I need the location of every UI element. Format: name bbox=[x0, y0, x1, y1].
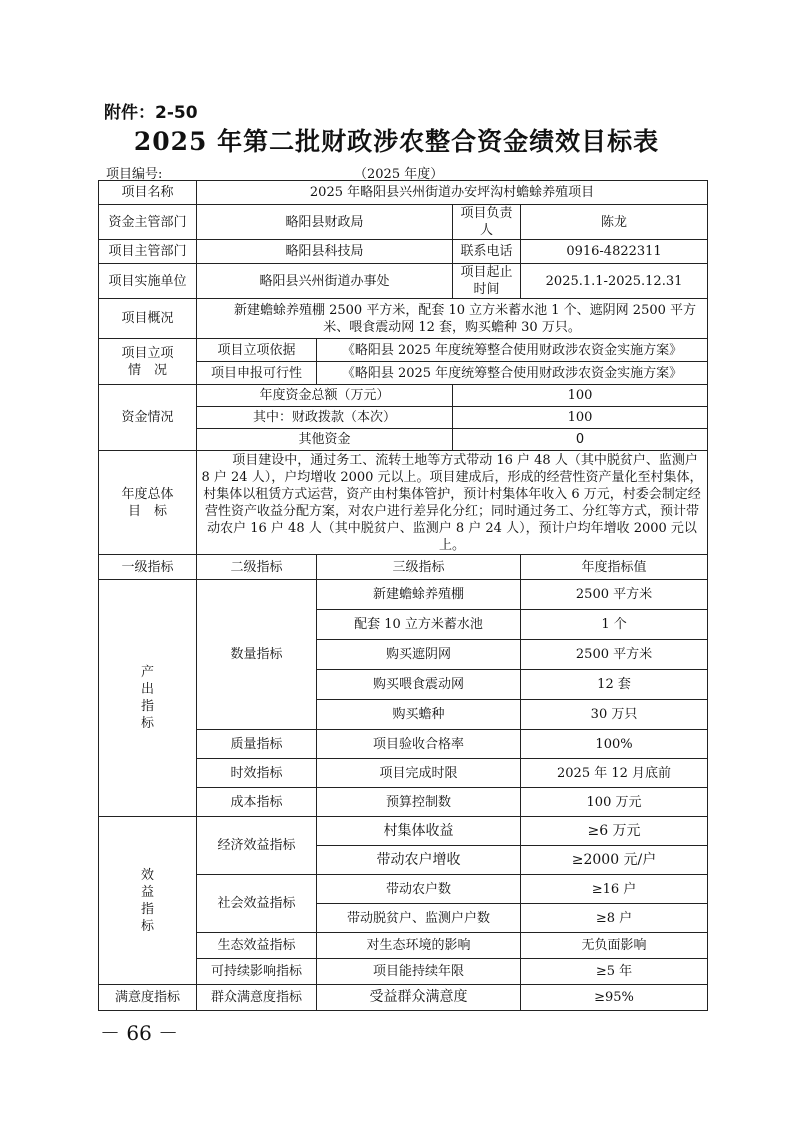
document-title: 2025 年第二批财政涉农整合资金绩效目标表 bbox=[133, 127, 660, 156]
project-name-value: 2025 年略阳县兴州街道办安坪沟村蟾蜍养殖项目 bbox=[197, 181, 708, 205]
funds-fiscal-value: 100 bbox=[453, 407, 708, 429]
indicator-value: 2500 平方米 bbox=[521, 580, 708, 610]
project-number-label: 项目编号: bbox=[106, 167, 163, 182]
social-indicator-label: 社会效益指标 bbox=[197, 875, 317, 933]
feasibility-label: 项目申报可行性 bbox=[197, 362, 317, 385]
benefit-indicator-label bbox=[99, 817, 197, 985]
indicator-name: 对生态环境的影响 bbox=[317, 933, 521, 959]
economic-indicator-label: 经济效益指标 bbox=[197, 817, 317, 875]
basis-label: 项目立项依据 bbox=[197, 339, 317, 362]
annual-goal-text: 项目建设中，通过务工、流转土地等方式带动 16 户 48 人（其中脱贫户、监测户 8 户 24 人），户均增收 2000 元以上。项目建成后，形成的经营性资产量化至村集体，村集体以租赁方式运营，资产由村集体管护，预计村集体年收入 6 万元，村委会制定经营性资产收益分配方案，对农户进行差异化分红；同时通过务工、分红等方式，预计带动农户 16 户 48 人（其中脱贫户、监测户 8 户 24 人），预计户均年增收 2000 元以上。 bbox=[197, 451, 708, 555]
output-char: 出 bbox=[140, 682, 154, 697]
output-char: 产 bbox=[140, 665, 154, 680]
table-row bbox=[99, 240, 708, 264]
header-level1: 一级指标 bbox=[99, 555, 197, 580]
fund-dept-value: 略阳县财政局 bbox=[197, 205, 453, 240]
attachment-label: 附件：2-50 bbox=[104, 103, 198, 123]
impl-unit-value: 略阳县兴州街道办事处 bbox=[197, 264, 453, 299]
annual-goal-label bbox=[99, 451, 197, 555]
eco-indicator-label: 生态效益指标 bbox=[197, 933, 317, 959]
output-char: 标 bbox=[140, 716, 154, 731]
page-number: － 66 － bbox=[100, 1021, 179, 1045]
performance-target-table bbox=[98, 180, 708, 1011]
output-indicator-label bbox=[99, 580, 197, 817]
funds-other-label: 其他资金 bbox=[197, 429, 453, 451]
annual-goal-label-line2: 目 标 bbox=[127, 503, 167, 519]
table-row bbox=[99, 181, 708, 205]
period-value: 2025.1.1-2025.12.31 bbox=[521, 264, 708, 299]
annual-goal-label-line1: 年度总体 bbox=[121, 486, 174, 502]
project-dept-label: 项目主管部门 bbox=[99, 240, 197, 264]
quantity-indicator-label: 数量指标 bbox=[197, 580, 317, 730]
satisfaction-indicator-label: 满意度指标 bbox=[99, 985, 197, 1011]
indicator-value: ≥8 户 bbox=[521, 904, 708, 933]
header-level2: 二级指标 bbox=[197, 555, 317, 580]
indicator-value: 100% bbox=[521, 730, 708, 759]
header-value: 年度指标值 bbox=[521, 555, 708, 580]
basis-value: 《略阳县 2025 年度统筹整合使用财政涉农资金实施方案》 bbox=[317, 339, 708, 362]
quality-indicator-label: 质量指标 bbox=[197, 730, 317, 759]
table-row bbox=[99, 339, 708, 362]
benefit-char: 效 bbox=[140, 867, 154, 883]
table-row bbox=[99, 385, 708, 407]
indicator-value: 1 个 bbox=[521, 610, 708, 640]
benefit-char: 标 bbox=[140, 918, 154, 934]
sustain-indicator-label: 可持续影响指标 bbox=[197, 959, 317, 985]
indicator-value: ≥2000 元/户 bbox=[521, 846, 708, 875]
project-dept-value: 略阳县科技局 bbox=[197, 240, 453, 264]
leader-label: 项目负责人 bbox=[453, 205, 521, 240]
indicator-name: 带动农户增收 bbox=[317, 846, 521, 875]
table-header-row bbox=[99, 555, 708, 580]
phone-label: 联系电话 bbox=[453, 240, 521, 264]
indicator-value: ≥6 万元 bbox=[521, 817, 708, 846]
phone-value: 0916-4822311 bbox=[521, 240, 708, 264]
indicator-name: 新建蟾蜍养殖棚 bbox=[317, 580, 521, 610]
table-row bbox=[99, 580, 708, 610]
indicator-name: 购买喂食震动网 bbox=[317, 670, 521, 700]
indicator-name: 项目完成时限 bbox=[317, 759, 521, 788]
table-row bbox=[99, 985, 708, 1011]
project-name-label: 项目名称 bbox=[99, 181, 197, 205]
funds-fiscal-label: 其中：财政拨款（本次） bbox=[197, 407, 453, 429]
header-level3: 三级指标 bbox=[317, 555, 521, 580]
indicator-name: 购买遮阴网 bbox=[317, 640, 521, 670]
leader-value: 陈龙 bbox=[521, 205, 708, 240]
output-char: 指 bbox=[140, 699, 154, 714]
indicator-name: 受益群众满意度 bbox=[317, 985, 521, 1011]
funds-other-value: 0 bbox=[453, 429, 708, 451]
approval-label bbox=[99, 339, 197, 385]
indicator-value: ≥95% bbox=[521, 985, 708, 1011]
overview-label: 项目概况 bbox=[99, 299, 197, 339]
indicator-value: 100 万元 bbox=[521, 788, 708, 817]
approval-label-line2: 情 况 bbox=[127, 362, 167, 378]
year-label: （2025 年度） bbox=[354, 167, 444, 182]
table-row bbox=[99, 264, 708, 299]
funds-total-label: 年度资金总额（万元） bbox=[197, 385, 453, 407]
impl-unit-label: 项目实施单位 bbox=[99, 264, 197, 299]
indicator-name: 带动农户数 bbox=[317, 875, 521, 904]
fund-dept-label: 资金主管部门 bbox=[99, 205, 197, 240]
table-row bbox=[99, 205, 708, 240]
overview-text: 新建蟾蜍养殖棚 2500 平方米，配套 10 立方米蓄水池 1 个、遮阴网 2500 平方米、喂食震动网 12 套，购买蟾种 30 万只。 bbox=[197, 299, 708, 339]
funds-label: 资金情况 bbox=[99, 385, 197, 451]
benefit-char: 益 bbox=[140, 884, 154, 900]
indicator-name: 项目能持续年限 bbox=[317, 959, 521, 985]
period-label: 项目起止时间 bbox=[453, 264, 521, 299]
funds-total-value: 100 bbox=[453, 385, 708, 407]
table-row bbox=[99, 451, 708, 555]
indicator-name: 购买蟾种 bbox=[317, 700, 521, 730]
indicator-name: 项目验收合格率 bbox=[317, 730, 521, 759]
satisfaction-sub-label: 群众满意度指标 bbox=[197, 985, 317, 1011]
indicator-value: 2500 平方米 bbox=[521, 640, 708, 670]
indicator-value: 无负面影响 bbox=[521, 933, 708, 959]
time-indicator-label: 时效指标 bbox=[197, 759, 317, 788]
indicator-name: 带动脱贫户、监测户户数 bbox=[317, 904, 521, 933]
indicator-value: ≥16 户 bbox=[521, 875, 708, 904]
table-row bbox=[99, 817, 708, 846]
indicator-value: ≥5 年 bbox=[521, 959, 708, 985]
indicator-value: 30 万只 bbox=[521, 700, 708, 730]
approval-label-line1: 项目立项 bbox=[121, 345, 174, 361]
indicator-name: 预算控制数 bbox=[317, 788, 521, 817]
indicator-name: 村集体收益 bbox=[317, 817, 521, 846]
cost-indicator-label: 成本指标 bbox=[197, 788, 317, 817]
table-row bbox=[99, 299, 708, 339]
indicator-name: 配套 10 立方米蓄水池 bbox=[317, 610, 521, 640]
feasibility-value: 《略阳县 2025 年度统筹整合使用财政涉农资金实施方案》 bbox=[317, 362, 708, 385]
indicator-value: 2025 年 12 月底前 bbox=[521, 759, 708, 788]
indicator-value: 12 套 bbox=[521, 670, 708, 700]
benefit-char: 指 bbox=[140, 901, 154, 917]
